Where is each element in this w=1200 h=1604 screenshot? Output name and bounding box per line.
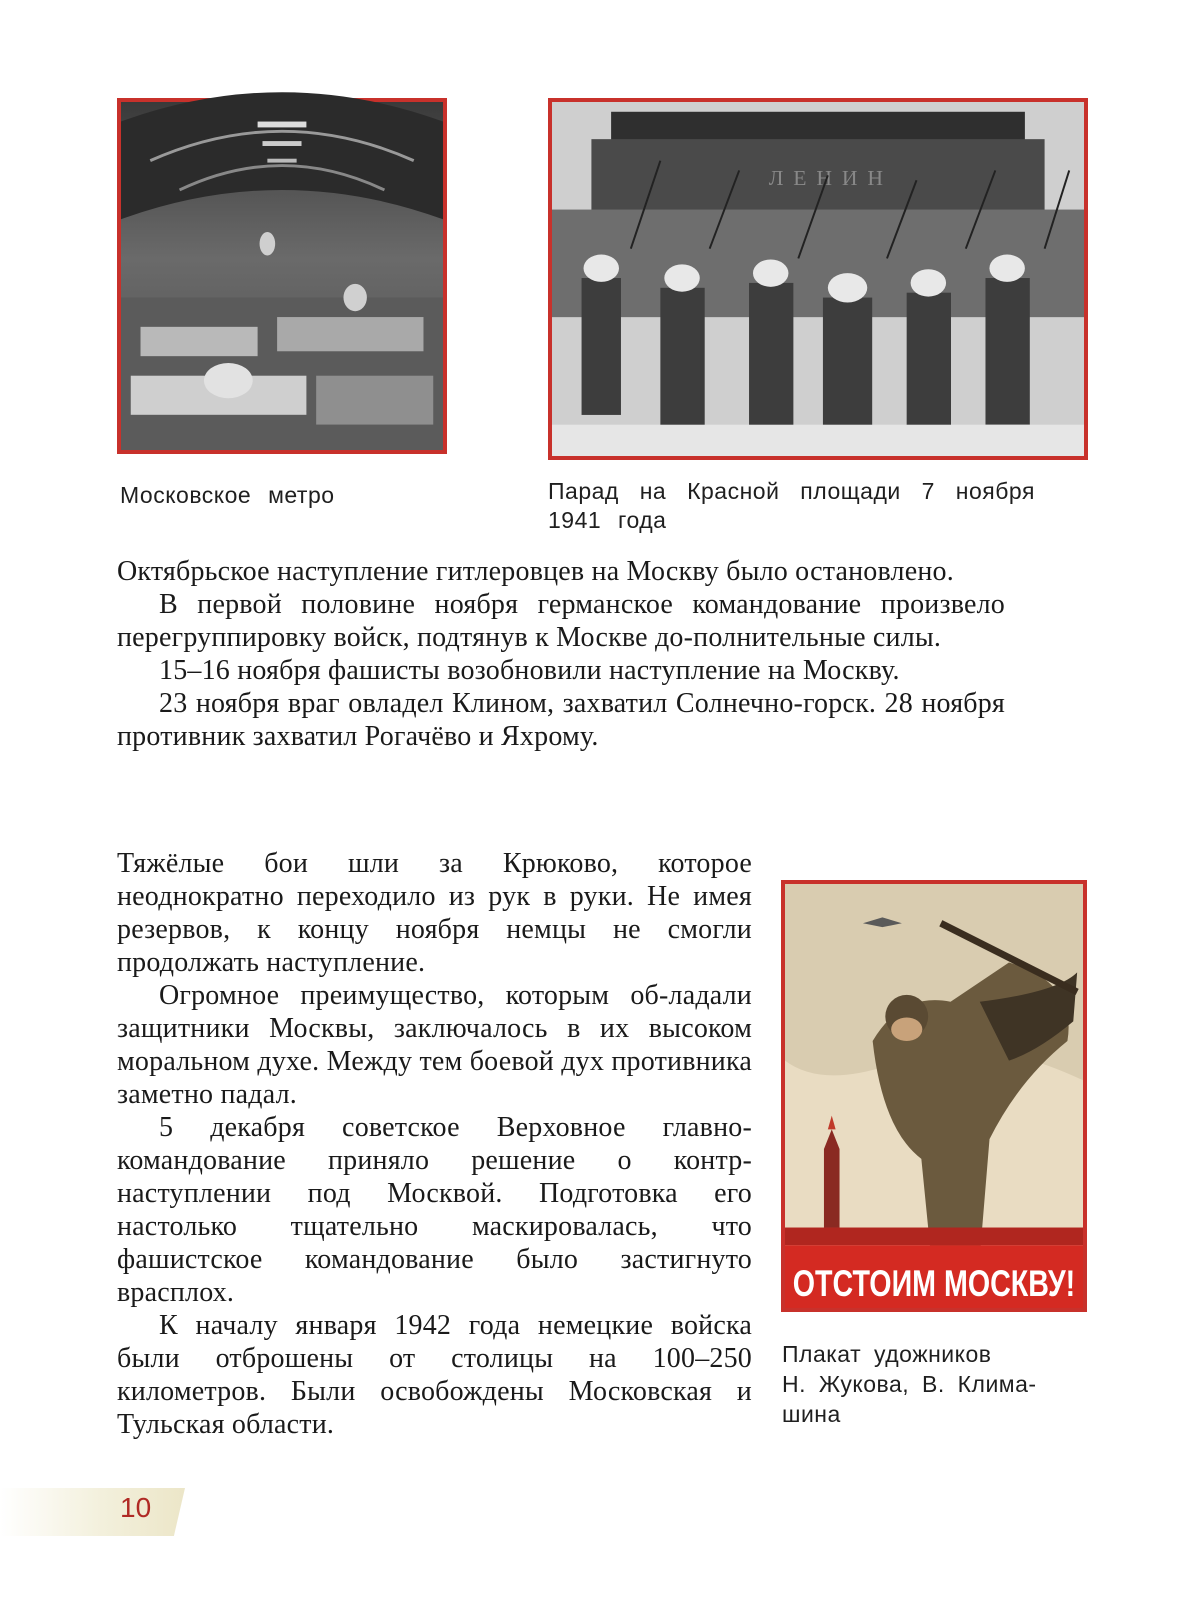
paragraph-1: Октябрьское наступление гитлеровцев на Москву было остановлено.	[117, 556, 954, 587]
parade-caption-line2: 1941 года	[548, 507, 667, 533]
article-text-full	[117, 555, 1005, 753]
poster-caption-line3: шина	[782, 1401, 841, 1427]
poster-caption-line2: Н. Жукова, В. Клима-	[782, 1371, 1037, 1397]
parade-photo	[548, 98, 1088, 460]
poster-artwork	[785, 884, 1083, 1308]
paragraph-2: В первой половине ноября германское командование произвело перегруппировку войск, подтянув к Москве до-полнительные силы.	[117, 589, 1005, 653]
paragraph-4: 23 ноября враг овладел Клином, захватил Солнечно-горск. 28 ноября противник захватил Рогачёво и Яхрому.	[117, 688, 1005, 752]
paragraph-5: Тяжёлые бои шли за Крюково, которое неоднократно переходило из рук в руки. Не имея резервов, к концу ноября немцы не смогли продолжать наступление.	[117, 848, 752, 978]
poster-slogan: ОТСТОИМ МОСКВУ!	[792, 1262, 1076, 1305]
paragraph-8: К началу января 1942 года немецкие войска были отброшены от столицы на 100–250 километров. Были освобождены Московская и Тульская области.	[117, 1310, 752, 1440]
page-number: 10	[120, 1492, 152, 1523]
metro-photo-image	[121, 102, 443, 450]
paragraph-7: 5 декабря советское Верховное главно-командование приняло решение о контр-наступлении под Москвой. Подготовка его настолько тщательно маскировалась, что фашистское командование было застигнуто врасплох.	[117, 1112, 752, 1308]
page-number-tab	[0, 1488, 185, 1536]
parade-photo-image	[552, 102, 1084, 456]
parade-caption-line1: Парад на Красной площади 7 ноября	[548, 478, 1035, 504]
poster-caption-line1: Плакат удожников	[782, 1341, 992, 1367]
metro-caption: Московское метро	[120, 482, 335, 508]
paragraph-3: 15–16 ноября фашисты возобновили наступление на Москву.	[159, 655, 900, 686]
paragraph-6: Огромное преимущество, которым об-ладали защитники Москвы, заключалось в их высоком моральном духе. Между тем боевой дух противника заметно падал.	[117, 980, 752, 1110]
metro-photo	[117, 98, 447, 454]
mausoleum-inscription: ЛЕНИН	[768, 166, 893, 191]
article-text-narrow	[117, 847, 752, 1441]
poster-image	[781, 880, 1087, 1312]
